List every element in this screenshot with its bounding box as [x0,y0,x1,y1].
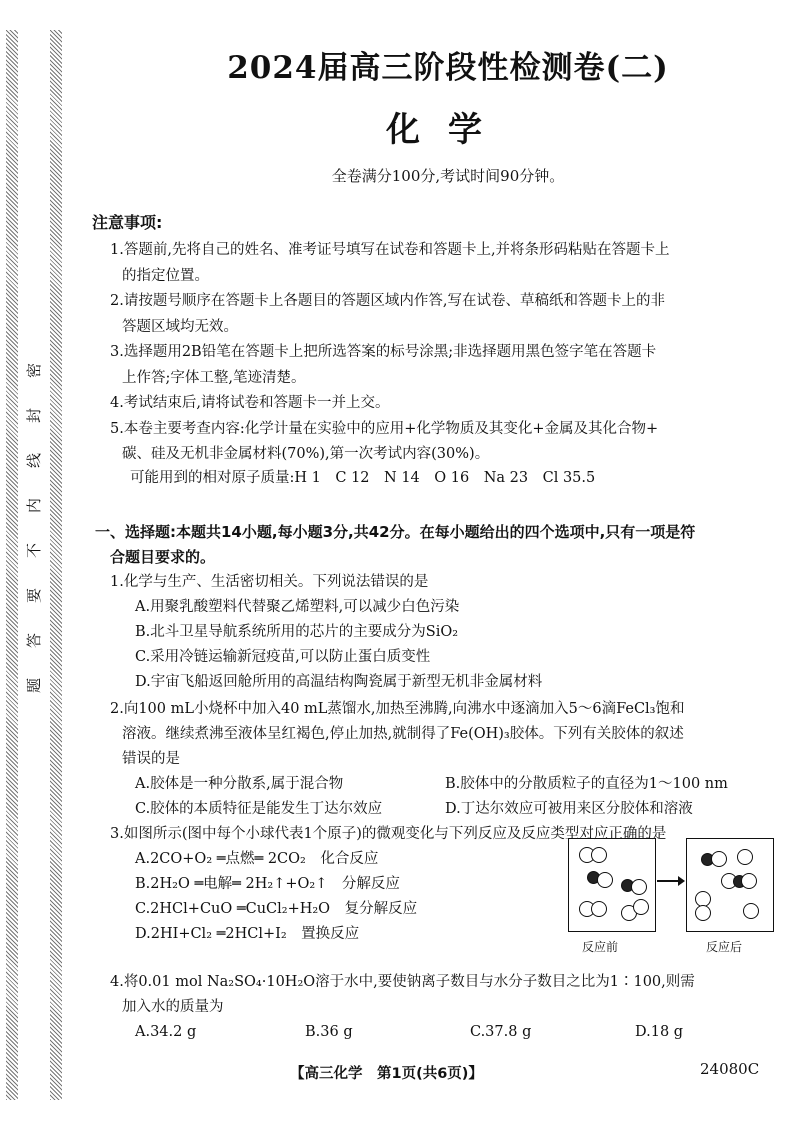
question-stem: 3.如图所示(图中每个小球代表1个原子)的微观变化与下列反应及反应类型对应正确的是 [110,826,667,842]
atom [711,851,727,867]
subject-title: 化学 [386,110,510,150]
notice-line: 答题区域均无效。 [122,318,238,335]
margin-char: 线 [25,452,44,469]
before-box [568,838,656,932]
question-stem: 4.将0.01 mol Na₂SO₄·10H₂O溶于水中,要使钠离子数目与水分子数目之比为1∶100,则需 [110,974,695,990]
option-b: B.36 g [305,1024,353,1040]
option-b: B.北斗卫星导航系统所用的芯片的主要成分为SiO₂ [135,624,459,640]
margin-char: 密 [25,362,44,379]
option-d: D.2HI+Cl₂ ═2HCl+I₂ 置换反应 [135,926,360,942]
section-heading-line: 一、选择题:本题共14小题,每小题3分,共42分。在每小题给出的四个选项中,只有一项是符 [95,523,696,541]
margin-char: 题 [25,677,44,694]
question-stem: 2.向100 mL小烧杯中加入40 mL蒸馏水,加热至沸腾,向沸水中逐滴加入5～6滴FeCl₃饱和 [110,701,685,717]
option-c: C.采用冷链运输新冠疫苗,可以防止蛋白质变性 [135,649,431,665]
atom [741,873,757,889]
atom [597,872,613,888]
margin-hatch-right [50,30,62,1100]
option-c: C.37.8 g [470,1024,532,1040]
question-2 [110,697,780,822]
paper-code: 24080C [700,1060,760,1078]
notice-line: 上作答;字体工整,笔迹清楚。 [122,369,306,386]
atom [591,901,607,917]
notice-item [110,340,780,391]
arrow-icon [657,880,683,882]
notice-item [110,289,780,340]
option-a: A.34.2 g [135,1024,197,1040]
notice-line: 3.选择题用2B铅笔在答题卡上把所选答案的标号涂黑;非选择题用黑色签字笔在答题卡 [110,344,657,360]
notice-heading: 注意事项: [92,213,163,232]
notice-line: 4.考试结束后,请将试卷和答题卡一并上交。 [110,395,390,411]
page-footer: 【高三化学 第1页(共6页)】 [290,1066,483,1082]
exam-title: 2024届高三阶段性检测卷(二) [227,50,669,86]
notice-item [110,391,780,417]
notice-line: 碳、硅及无机非金属材料(70%),第一次考试内容(30%)。 [122,446,490,462]
notice-line: 5.本卷主要考查内容:化学计量在实验中的应用+化学物质及其变化+金属及其化合物+ [110,420,659,437]
margin-hatch-left [6,30,18,1100]
question-stem: 1.化学与生产、生活密切相关。下列说法错误的是 [110,574,429,590]
atom [743,903,759,919]
option-a: A.用聚乳酸塑料代替聚乙烯塑料,可以减少白色污染 [135,599,460,615]
option-c: C.胶体的本质特征是能发生丁达尔效应 [135,801,383,817]
notice-line: 2.请按题号顺序在答题卡上各题目的答题区域内作答,写在试卷、草稿纸和答题卡上的非 [110,293,665,309]
option-a: A.胶体是一种分散系,属于混合物 [135,776,344,792]
atom [633,899,649,915]
margin-warning-text [22,360,46,696]
notice-item [110,417,780,468]
question-4 [110,970,780,1045]
after-box [686,838,774,932]
margin-char: 封 [25,407,44,424]
option-row [110,1020,780,1045]
notice-item [110,238,780,289]
option-row [110,772,780,797]
question-1 [110,570,780,695]
margin-char: 答 [25,632,44,649]
option-d: D.宇宙飞船返回舱所用的高温结构陶瓷属于新型无机非金属材料 [135,674,543,690]
binding-margin [0,0,62,1130]
notice-list [110,238,780,468]
caption-before: 反应前 [582,940,619,954]
question-stem: 错误的是 [122,751,180,767]
atom [737,849,753,865]
question-stem: 溶液。继续煮沸至液体呈红褐色,停止加热,就制得了Fe(OH)₃胶体。下列有关胶体的叙述 [122,726,684,742]
notice-line: 的指定位置。 [122,267,209,284]
margin-char: 要 [25,587,44,604]
option-d: D.18 g [635,1024,684,1040]
margin-char: 内 [25,497,44,514]
option-d: D.丁达尔效应可被用来区分胶体和溶液 [445,801,693,817]
margin-char: 不 [25,542,44,559]
option-c: C.2HCl+CuO ═CuCl₂+H₂O 复分解反应 [135,901,418,917]
option-b: B.2H₂O ═电解═ 2H₂↑+O₂↑ 分解反应 [135,876,400,892]
option-row [110,797,780,822]
option-a: A.2CO+O₂ ═点燃═ 2CO₂ 化合反应 [135,851,379,867]
caption-after: 反应后 [706,940,743,954]
reaction-diagram [560,838,782,958]
atomic-masses: 可能用到的相对原子质量:H 1 C 12 N 14 O 16 Na 23 Cl 35.5 [130,470,596,486]
question-stem: 加入水的质量为 [122,999,224,1015]
option-b: B.胶体中的分散质粒子的直径为1～100 nm [445,776,728,792]
section-heading-line: 合题目要求的。 [110,548,216,566]
atom [695,905,711,921]
atom [591,847,607,863]
notice-line: 1.答题前,先将自己的姓名、准考证号填写在试卷和答题卡上,并将条形码粘贴在答题卡上 [110,242,670,258]
section-heading [95,520,785,570]
exam-meta: 全卷满分100分,考试时间90分钟。 [331,167,565,185]
atom [631,879,647,895]
